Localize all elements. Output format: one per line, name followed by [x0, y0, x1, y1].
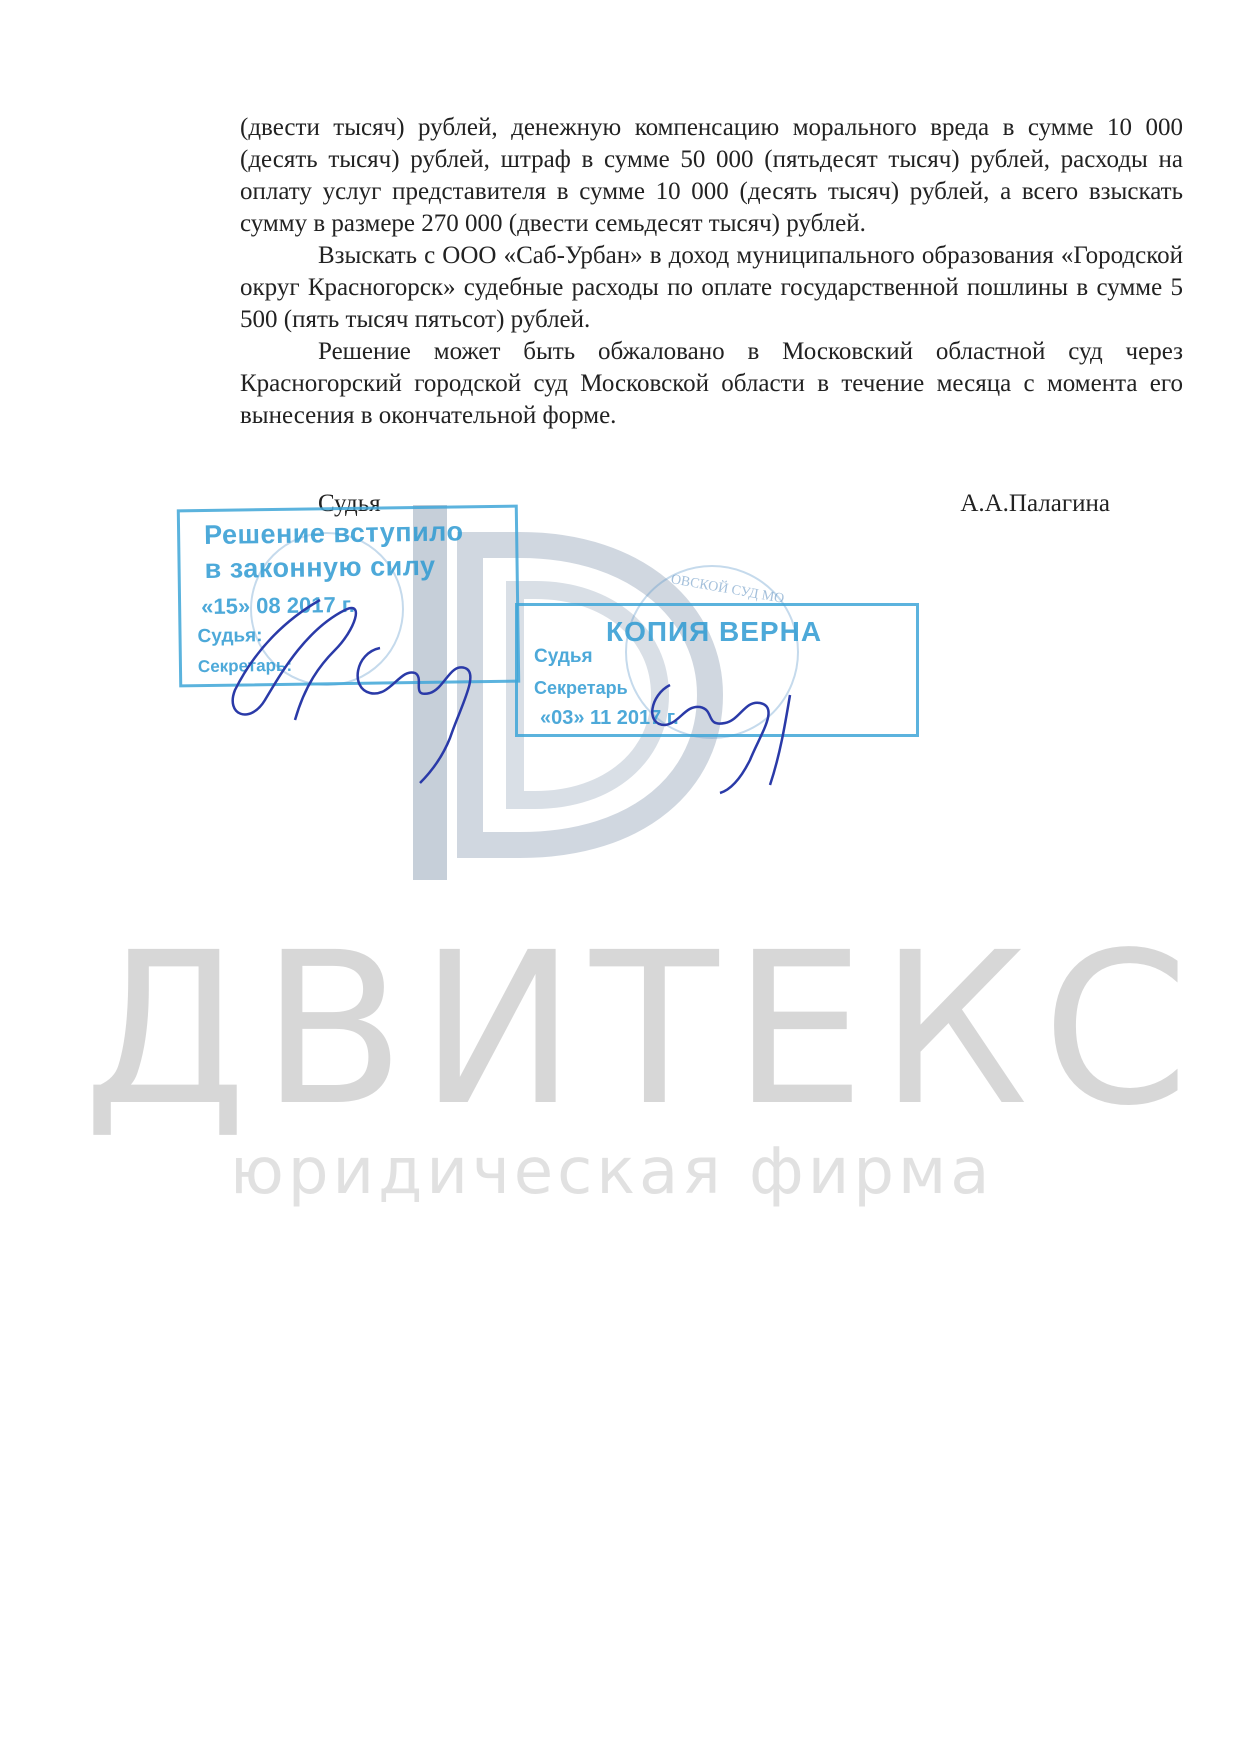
- court-seal-text: ОВСКОЙ СУД МО: [669, 572, 786, 607]
- stamp-copy-verified: [515, 603, 919, 737]
- judge-name: А.А.Палагина: [960, 490, 1110, 517]
- stamp-entry-line2: в законную силу: [204, 550, 436, 585]
- judge-label: Судья: [318, 490, 381, 517]
- paragraph-duty: Взыскать с ООО «Саб-Урбан» в доход муниципального образования «Городской округ Красногорск» судебные расходы по оплате государственной пошлины в сумме 5 500 (пять тысяч пятьсот) рублей.: [240, 242, 1183, 333]
- stamp-entry-line1: Решение вступило: [203, 516, 464, 551]
- stamp-copy-date: «03» 11 2017 г.: [540, 707, 679, 729]
- stamp-copy-secretary-label: Секретарь: [534, 678, 628, 698]
- stamp-copy-title: КОПИЯ ВЕРНА: [606, 616, 823, 647]
- stamp-entry-date: «15» 08 2017 г.: [200, 591, 356, 620]
- watermark-brand: ДВИТЕКС: [83, 907, 1203, 1152]
- paragraph-appeal: Решение может быть обжаловано в Московский областной суд через Красногорский городской суд Московской области в течение месяца с момента его вынесения в окончательной форме.: [240, 338, 1183, 429]
- stamp-copy-judge-label: Судья: [534, 646, 593, 667]
- stamp-entry-into-force: [177, 505, 520, 688]
- watermark-subtitle: юридическая фирма: [230, 1135, 994, 1209]
- paragraph-awards: (двести тысяч) рублей, денежную компенсацию морального вреда в сумме 10 000 (десять тысяч) рублей, штраф в сумме 50 000 (пятьдесят тысяч) рублей, расходы на оплату услуг представителя в сумме 10 000 (десять тысяч) рублей, а всего взыскать сумму в размере 270 000 (двести семьдесят тысяч) рублей.: [240, 114, 1183, 237]
- document-body: [240, 112, 1183, 432]
- stamp-entry-judge-label: Судья:: [197, 625, 263, 648]
- stamp-entry-secretary-label: Секретарь:: [197, 655, 293, 677]
